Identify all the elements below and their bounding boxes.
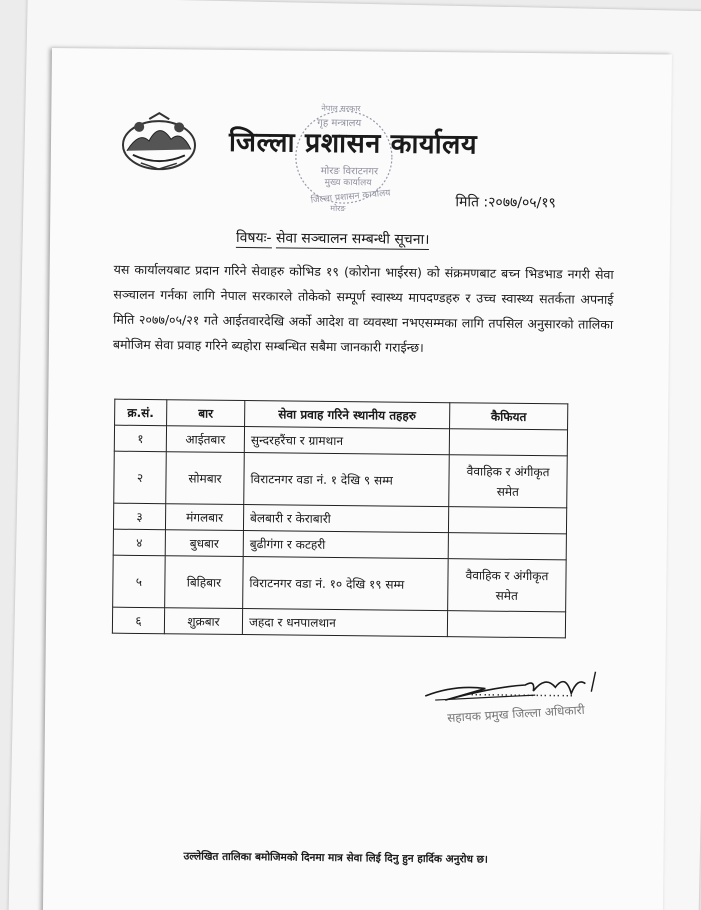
- header-day: बार: [167, 400, 245, 427]
- notice-paragraph: यस कार्यालयबाट प्रदान गरिने सेवाहरु कोभिड १९ (कोरोना भाईरस) को संक्रमणबाट बच्न भिडभाड नगरी सेवा सञ्चालन गर्नका लागि नेपाल सरकारले तोकेको सम्पूर्ण स्वास्थ्य मापदण्डहरु र उच्च स्वास्थ्य सतर्कता अपनाई मिति २०७७/०५/२१ गते आईतवारदेखि अर्को आदेश वा व्यवस्था नभएसम्मका लागि तपसिल अनुसारको तालिका बमोजिम सेवा प्रवाह गरिने ब्यहोरा सम्बन्धित सबैमा जानकारी गराईन्छ।: [112, 261, 614, 355]
- date-line: [455, 192, 556, 212]
- subject-line: [236, 228, 430, 249]
- seal-line: मुख्य कार्यालय: [324, 177, 372, 189]
- row-serial: ६: [112, 607, 164, 634]
- row-remark: [448, 533, 566, 560]
- row-serial: १: [114, 425, 166, 452]
- notice-document: [43, 48, 672, 910]
- subject-text: सेवा सञ्चालन सम्बन्धी सूचना।: [275, 230, 430, 248]
- row-area: सुन्दरहरैंचा र ग्रामथान: [244, 427, 449, 455]
- signature-dots: ……………………: [470, 684, 575, 700]
- row-remark: [449, 429, 567, 456]
- nepal-emblem-icon: [119, 111, 200, 174]
- row-area: जहदा र धनपालथान: [242, 609, 447, 637]
- seal-line: मोरङ: [330, 203, 346, 214]
- row-day: मंगलबार: [165, 504, 243, 531]
- header-remarks: कैफियत: [450, 403, 568, 430]
- row-area: विराटनगर वडा नं. १ देखि ९ सम्म: [244, 453, 450, 507]
- row-remark: वैवाहिक र अंगीकृत समेत: [449, 455, 568, 508]
- row-day: आईतबार: [166, 426, 244, 453]
- footer-note: उल्लेखित तालिका बमोजिमको दिनमा मात्र सेवा लिई दिनु हुन हार्दिक अनुरोध छ।: [183, 850, 489, 866]
- row-serial: ५: [113, 555, 166, 608]
- row-day: बुधबार: [165, 530, 243, 557]
- row-day: शुक्रबार: [164, 608, 242, 635]
- service-schedule-table: [112, 399, 568, 639]
- row-area: बुढीगंगा र कटहरी: [243, 531, 448, 559]
- seal-line: नेपाल सरकार: [321, 103, 361, 114]
- table-row: [113, 555, 567, 612]
- row-serial: ३: [113, 503, 165, 530]
- row-serial: २: [114, 451, 167, 504]
- signatory-title: सहायक प्रमुख जिल्ला अधिकारी: [446, 702, 586, 725]
- date-value: २०७७/०५/१९: [488, 194, 556, 212]
- row-day: बिहिबार: [165, 556, 244, 609]
- row-remark: [448, 507, 566, 534]
- subject-label: विषयः-: [235, 229, 272, 247]
- office-seal-stamp: [288, 98, 399, 214]
- row-day: सोमबार: [166, 452, 245, 505]
- row-area: विराटनगर वडा नं. १० देखि १९ सम्म: [243, 557, 449, 611]
- header-serial: क्र.सं.: [115, 399, 167, 426]
- table-row: [114, 451, 568, 508]
- row-remark: [447, 611, 565, 638]
- table-row: [112, 607, 565, 638]
- header-local-levels: सेवा प्रवाह गरिने स्थानीय तहहरु: [245, 401, 450, 429]
- office-title: जिल्ला प्रशासन कार्यालय: [228, 126, 478, 161]
- seal-line: मोरङ विराटनगर: [320, 165, 379, 178]
- row-area: बेलबारी र केराबारी: [243, 505, 448, 533]
- seal-line: जिल्ला प्रशासन कार्यालय: [310, 188, 391, 206]
- row-remark: वैवाहिक र अंगीकृत समेत: [448, 559, 567, 612]
- date-label: मिति :: [455, 194, 489, 211]
- seal-line: गृह मन्त्रालय: [317, 117, 362, 130]
- row-serial: ४: [113, 529, 165, 556]
